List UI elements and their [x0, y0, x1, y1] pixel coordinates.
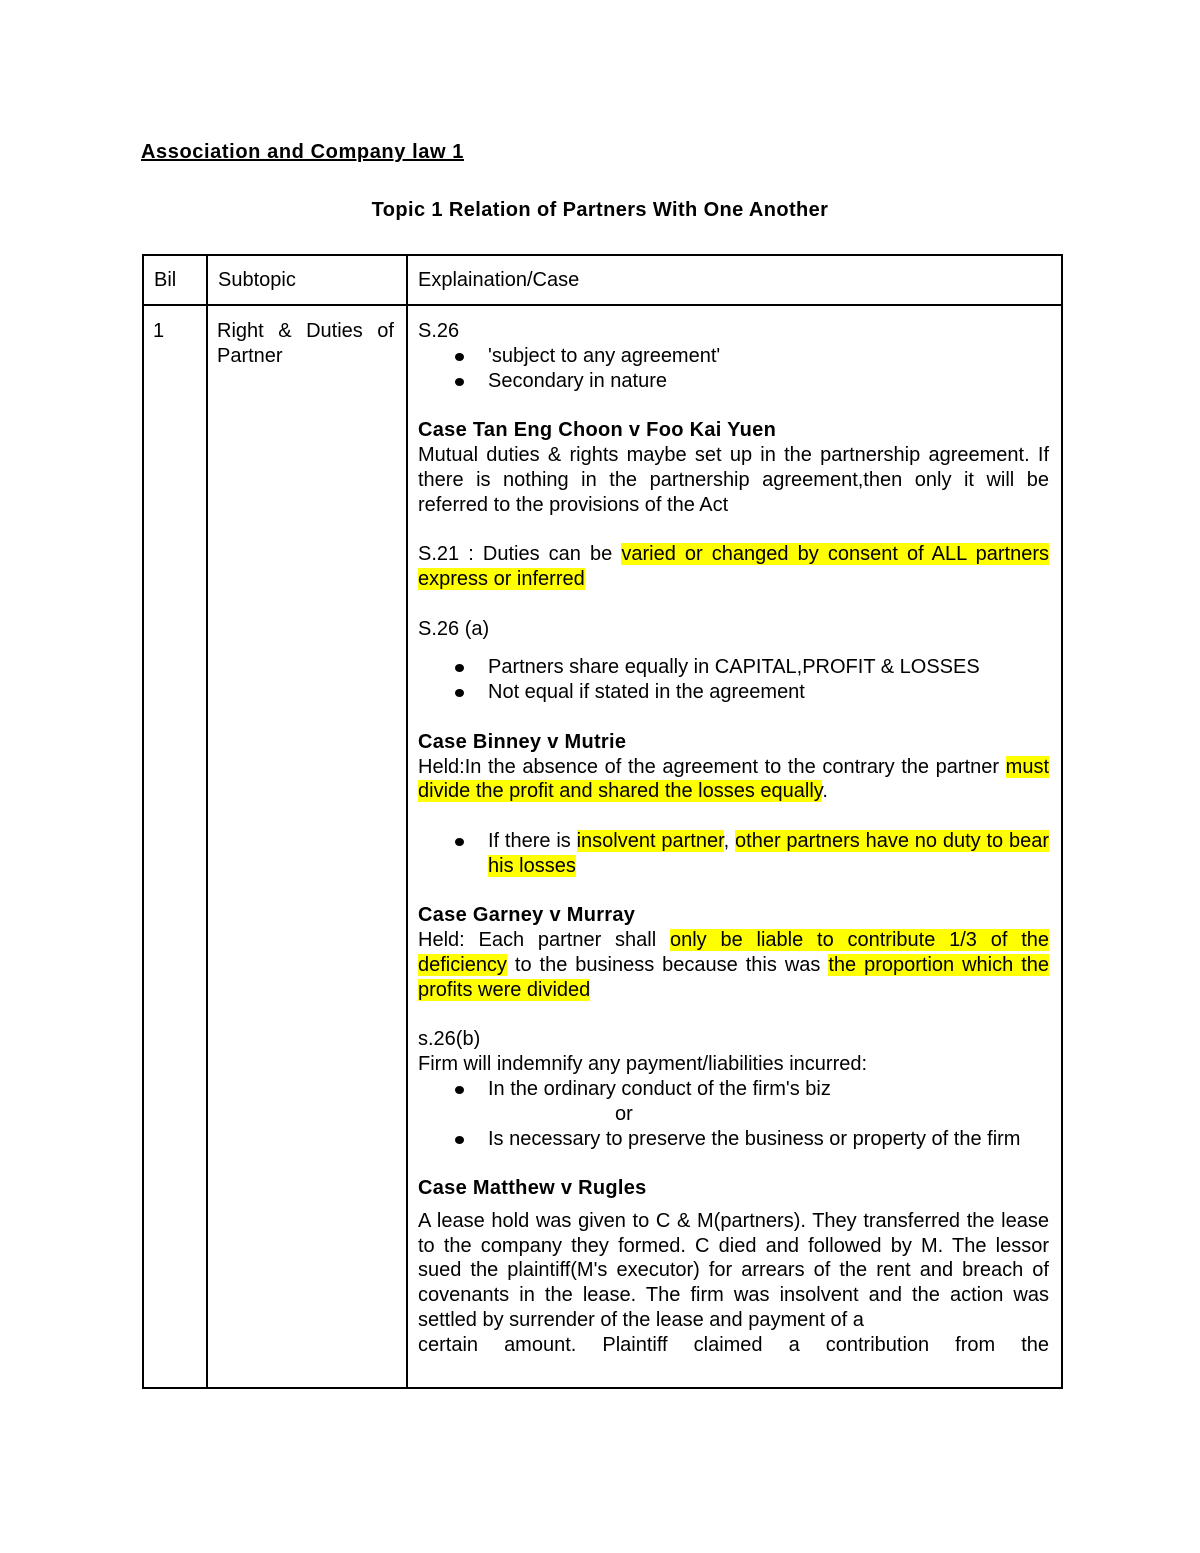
topic-title: Topic 1 Relation of Partners With One Another: [371, 199, 829, 221]
section-s21: [418, 542, 1049, 592]
header-explanation-cell: [407, 255, 1062, 305]
case2-held-text: Held:In the absence of the agreement to the contrary the partner: [418, 755, 1006, 778]
highlighted-text: must divide the profit and shared the losses equally: [418, 755, 1049, 803]
insolvent-bullet-list: [418, 829, 1049, 879]
insolvent-prefix: If there is: [488, 829, 577, 852]
case2-period: .: [822, 780, 828, 803]
case-title: Case Binney v Mutrie: [418, 730, 627, 753]
case-text-last-line: certain amount. Plaintiff claimed a contribution from the: [418, 1333, 1049, 1356]
s26b-bullet-list-2: [418, 1127, 1049, 1152]
case-title: Case Tan Eng Choon v Foo Kai Yuen: [418, 419, 777, 442]
list-item: Partners share equally in CAPITAL,PROFIT & LOSSES: [488, 655, 1049, 680]
case-text: [418, 928, 1049, 1002]
header-explanation: Explaination/Case: [418, 269, 580, 291]
case3-held-text: Held: Each partner shall: [418, 929, 670, 952]
case-text: A lease hold was given to C & M(partners). They transferred the lease to the company they formed. C died and followed by M. The lessor sued the plaintiff(M's executor) for arrears of the rent and breach of covenants in the lease. The firm was insolvent and the action was settled by surrender of the lease and payment of a: [418, 1209, 1049, 1332]
list-item: Is necessary to preserve the business or property of the firm: [488, 1127, 1049, 1152]
case-text: Mutual duties & rights maybe set up in the partnership agreement. If there is nothing in the partnership agreement,then only it will be referred to the provisions of the Act: [418, 443, 1049, 516]
highlighted-text: other partners have no duty to bear his losses: [488, 829, 1050, 877]
document-title: Association and Company law 1: [141, 141, 465, 163]
row-number: 1: [153, 320, 165, 342]
header-bil: Bil: [154, 269, 177, 291]
case3-mid-text: to the business because this was: [506, 953, 829, 976]
s26b-intro: Firm will indemnify any payment/liabilities incurred:: [418, 1053, 868, 1076]
highlighted-text: only be liable to contribute 1/3 of the deficiency: [418, 929, 1050, 976]
case-title: Case Matthew v Rugles: [418, 1177, 647, 1200]
highlighted-text: insolvent partner: [576, 829, 724, 852]
explanation-cell: [407, 305, 1062, 1388]
highlighted-text: the proportion which the profits were divided: [418, 953, 1050, 1001]
list-item: [488, 829, 1049, 879]
case-text: [418, 755, 1049, 805]
s21-text: S.21 : Duties can be: [418, 543, 622, 566]
list-item: 'subject to any agreement': [488, 344, 1049, 369]
bil-cell: [143, 305, 207, 1388]
insolvent-comma: ,: [723, 829, 736, 852]
section-s26b: s.26(b): [418, 1028, 481, 1051]
header-subtopic-cell: [207, 255, 407, 305]
header-subtopic: Subtopic: [218, 269, 296, 291]
s26a-bullet-list: [418, 655, 1049, 705]
or-text: or: [615, 1102, 633, 1125]
list-item: Not equal if stated in the agreement: [488, 680, 1049, 705]
header-bil-cell: [143, 255, 207, 305]
s26b-bullet-list: [418, 1077, 1049, 1102]
notes-table: [142, 254, 1063, 1389]
table-header-row: [143, 255, 1062, 305]
section-s26: S.26: [418, 320, 460, 342]
list-item: In the ordinary conduct of the firm's biz: [488, 1077, 1049, 1102]
list-item: Secondary in nature: [488, 369, 1049, 394]
subtopic-cell: [207, 305, 407, 1388]
highlighted-text: varied or changed by consent of ALL partners express or inferred: [418, 543, 1049, 590]
s26-bullet-list: [418, 344, 1049, 394]
section-s26a: S.26 (a): [418, 617, 490, 640]
explanation-content: [408, 306, 1061, 1358]
table-row: [143, 305, 1062, 1388]
subtopic-text: Right & Duties of Partner: [217, 320, 394, 367]
case-title: Case Garney v Murray: [418, 904, 636, 927]
